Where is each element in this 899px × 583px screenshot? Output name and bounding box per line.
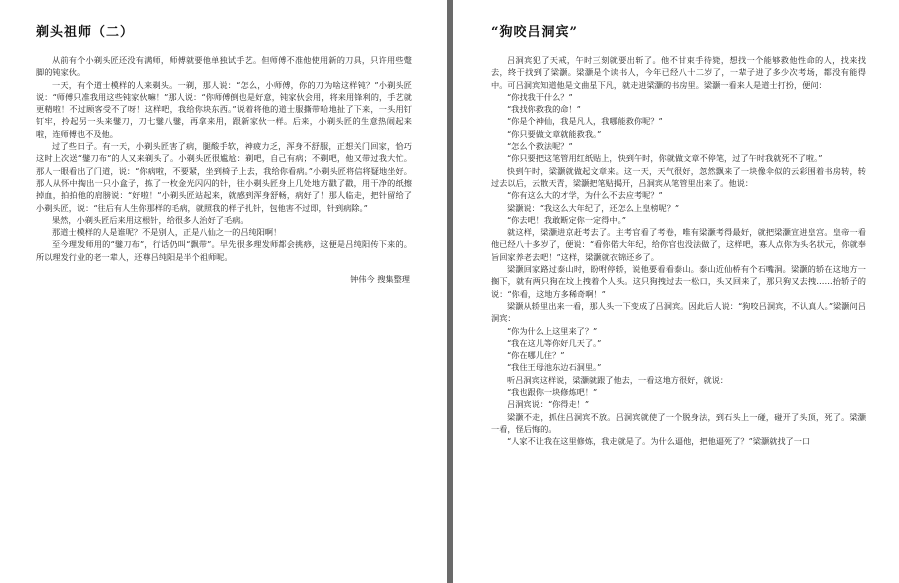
paragraph: “我住王母池东边石洞里。” bbox=[507, 362, 602, 373]
paragraph: “你找我干什么？” bbox=[507, 91, 573, 102]
paragraph: 快到午时，梁灏就做起文章来。这一天，天气很好，忽然飘来了一块像伞似的云彩围着书房转，转过去以后，云散天青，梁灏把笔贴揭开，吕洞宾从笔管里出来了。他说： bbox=[491, 165, 866, 188]
paragraph: 梁灏回家路过泰山时，盼咐停轿，说他要看看泰山。泰山近仙桥有个石嘴洞。梁灏的轿在这地方一搁下，就有两只狗在坟上拽着个人头。这只狗拽过去一松口，头又回来了，那只狗又去拽……抬轿子的说：“你看，这地方多稀奇啊！” bbox=[491, 264, 866, 299]
paragraph: 至今理发师用的“鐾刀布”，行话仍叫“飘带”。早先很多理发师都会挑痧，这便是吕纯阳传下来的。所以理发行业的老一辈人，还尊吕纯阳是半个祖师呢。 bbox=[36, 239, 412, 262]
paragraph: 梁灏说：“我这么大年纪了，还怎么上皇榜呢？” bbox=[507, 202, 680, 213]
right-page-title: “狗咬吕洞宾” bbox=[491, 25, 578, 40]
paragraph: “人家不让我在这里修炼，我走就是了。为什么逼他，把他逼死了？”梁灏就找了一口 bbox=[507, 436, 811, 447]
paragraph: 就这样，梁灏进京赶考去了。主考官看了考卷，唯有梁灏考得最好，就把梁灏宣进皇宫。皇帝一看他已经八十多岁了，便说：“看你偌大年纪，给你官也没法做了，这样吧，寡人点你为头名状元，你就奉旨回家养老去吧！”这样，梁灏就衣锦还乡了。 bbox=[491, 227, 866, 262]
paragraph: 梁灏不走，抓住吕洞宾不放。吕洞宾就使了一个脱身法，到石头上一碰，碰开了头顶，死了。梁灏一看，怪后悔的。 bbox=[491, 411, 866, 434]
right-page-content bbox=[491, 24, 866, 448]
paragraph: 梁灏从轿里出来一看，那人头一下变成了吕洞宾。因此后人说：“狗咬吕洞宾，不认真人。”梁灏问吕洞宾： bbox=[491, 300, 866, 324]
paragraph: 听吕洞宾这样说，梁灏就跟了他去，一看这地方很好，就说： bbox=[507, 374, 729, 385]
paragraph: 果然，小剃头匠后来用这根针，给很多人治好了毛病。 bbox=[52, 214, 249, 225]
paragraph: 那道士模样的人是谁呢？不是别人，正是八仙之一的吕纯阳啊！ bbox=[52, 227, 282, 238]
paragraph: 吕洞宾说：“你得走！” bbox=[507, 399, 590, 410]
author-signature: 钟伟今 搜集整理 bbox=[350, 274, 410, 285]
paragraph: 吕洞宾犯了天戒，午时三刻就要出斩了。他不甘束手待毙，想找一个能够救他性命的人，找来找去，终于找到了梁灏。梁灏是个读书人，今年已经八十二岁了，一辈子进了多少次考场，都没有能得中。可吕洞宾知道他是文曲星下凡，就走进梁灏的书房里。梁灏一看来人是道士打扮，便问： bbox=[491, 55, 866, 90]
paragraph: “你只要做文章就能救我。” bbox=[507, 128, 602, 139]
paragraph: “你为什么上这里来了？” bbox=[507, 325, 598, 336]
paragraph: “你是个神仙，我是凡人，我哪能救你呢？” bbox=[507, 116, 663, 127]
left-page-content bbox=[36, 24, 412, 285]
left-page-title: 剃头祖师（二） bbox=[36, 25, 135, 40]
paragraph: “怎么个救法呢？” bbox=[507, 141, 573, 152]
paragraph: 一天，有个道士模样的人来剃头。一剃，那人说：“怎么，小师傅，你的刀为啥这样钝？”小剃头匠说：“师傅只准我用这些钝家伙嘛！”那人说：“你师傅倒也是好意，钝家伙会用，将来用锋利的，手艺就更精啦！不过顾客受不了呀！这样吧，我给你块东西。”说着将他的道士服撕带哈地扯了下来，一头用钉钉牢，拎起另一头来鐾刀，刀七鐾八鐾，再拿来用，跟新家伙一样。后来，小剃头匠的生意热闹起来啦，连师傅也不及他。 bbox=[36, 79, 412, 139]
paragraph: “你在哪儿住？” bbox=[507, 350, 565, 361]
left-page bbox=[0, 0, 447, 583]
paragraph: “我找你救我的命！” bbox=[507, 104, 581, 115]
paragraph: “你只要把这笔管用红纸贴上，快到午时，你就做文章不停笔，过了午时我就死不了啦。” bbox=[507, 153, 823, 164]
paragraph: 从前有个小剃头匠还没有满师，师傅就要他单独试手艺。但师傅不准他使用新的刀具，只许用些蹩脚的钝家伙。 bbox=[36, 55, 412, 78]
paragraph: “你有这么大的才学，为什么不去应考呢？” bbox=[507, 190, 663, 201]
paragraph: “你去吧！我敢断定你一定得中。” bbox=[507, 214, 626, 225]
paragraph: “我在这儿等你好几天了。” bbox=[507, 337, 602, 348]
paragraph: 过了些日子。有一天，小剃头匠害了病，腿酸手软，神疲力乏，浑身不舒服，正想关门回家，恰巧这时上次送“鐾刀布”的人又来剃头了。小剃头匠很尴尬：剃吧，自己有病；不剃吧，他又带过我大忙。那人一眼看出了门道，说：“你病啦，不要紧，坐到椅子上去，我给你看病。”小剃头匠将信将疑地坐好。那人从怀中掏出一只小盒子，拣了一枚金光闪闪的针，往小剃头匠身上几处地方戳了戳，用干净的纸擦掉血，拍拍他的肩膀说：“好啦！”小剃头匠站起来，就感到浑身舒畅，病好了！那人临走，把针留给了小剃头匠，说：“往后有人生你那样的毛病，就照我的样子扎针，包他害不过即，针到病除。” bbox=[36, 141, 412, 213]
paragraph: “我也跟你一块修炼吧！” bbox=[507, 387, 598, 398]
right-page bbox=[453, 0, 899, 583]
